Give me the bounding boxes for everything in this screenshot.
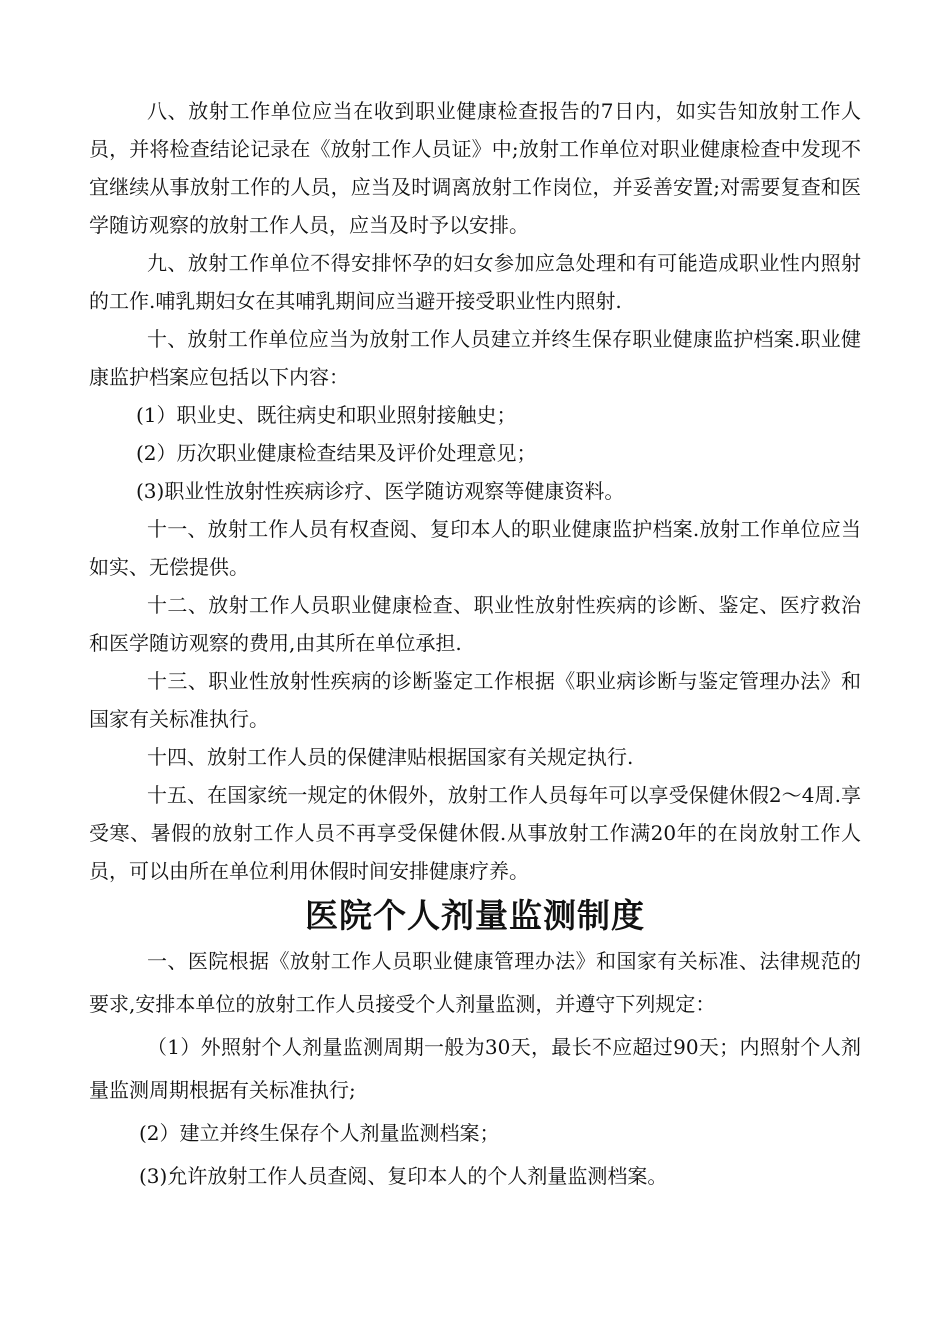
list-item: (3)职业性放射性疾病诊疗、医学随访观察等健康资料。 bbox=[136, 479, 625, 503]
paragraph-12: 十二、放射工作人员职业健康检查、职业性放射性疾病的诊断、鉴定、医疗救治和医学随访观察的费用,由其所在单位承担. bbox=[89, 593, 861, 655]
section-title: 医院个人剂量监测制度 bbox=[305, 896, 645, 935]
document-page bbox=[89, 92, 861, 1198]
dose-monitoring-section bbox=[89, 940, 861, 1198]
paragraph-14: 十四、放射工作人员的保健津贴根据国家有关规定执行. bbox=[147, 745, 634, 769]
list-item: （1）外照射个人剂量监测周期一般为30天，最长不应超过90天；内照射个人剂量监测周期根据有关标准执行; bbox=[89, 1035, 861, 1102]
paragraph-intro: 一、医院根据《放射工作人员职业健康管理办法》和国家有关标准、法律规范的要求,安排本单位的放射工作人员接受个人剂量监测，并遵守下列规定： bbox=[89, 949, 861, 1016]
paragraph-13: 十三、职业性放射性疾病的诊断鉴定工作根据《职业病诊断与鉴定管理办法》和国家有关标准执行。 bbox=[89, 669, 861, 731]
paragraph-15: 十五、在国家统一规定的休假外，放射工作人员每年可以享受保健休假2～4周.享受寒、暑假的放射工作人员不再享受保健休假.从事放射工作满20年的在岗放射工作人员，可以由所在单位利用休假时间安排健康疗养。 bbox=[89, 783, 861, 883]
list-item: (1）职业史、既往病史和职业照射接触史； bbox=[136, 403, 517, 427]
paragraph-11: 十一、放射工作人员有权查阅、复印本人的职业健康监护档案.放射工作单位应当如实、无偿提供。 bbox=[89, 517, 861, 579]
paragraph-10: 十、放射工作单位应当为放射工作人员建立并终生保存职业健康监护档案.职业健康监护档案应包括以下内容： bbox=[89, 327, 861, 389]
list-item: (3)允许放射工作人员查阅、复印本人的个人剂量监测档案。 bbox=[139, 1164, 668, 1188]
paragraph-9: 九、放射工作单位不得安排怀孕的妇女参加应急处理和有可能造成职业性内照射的工作.哺乳期妇女在其哺乳期间应当避开接受职业性内照射. bbox=[89, 251, 861, 313]
list-item: (2）建立并终生保存个人剂量监测档案； bbox=[139, 1121, 500, 1145]
list-item: (2）历次职业健康检查结果及评价处理意见； bbox=[136, 441, 537, 465]
paragraph-8: 八、放射工作单位应当在收到职业健康检查报告的7日内，如实告知放射工作人员，并将检查结论记录在《放射工作人员证》中;放射工作单位对职业健康检查中发现不宜继续从事放射工作的人员，应当及时调离放射工作岗位，并妥善安置;对需要复查和医学随访观察的放射工作人员，应当及时予以安排。 bbox=[89, 99, 861, 237]
